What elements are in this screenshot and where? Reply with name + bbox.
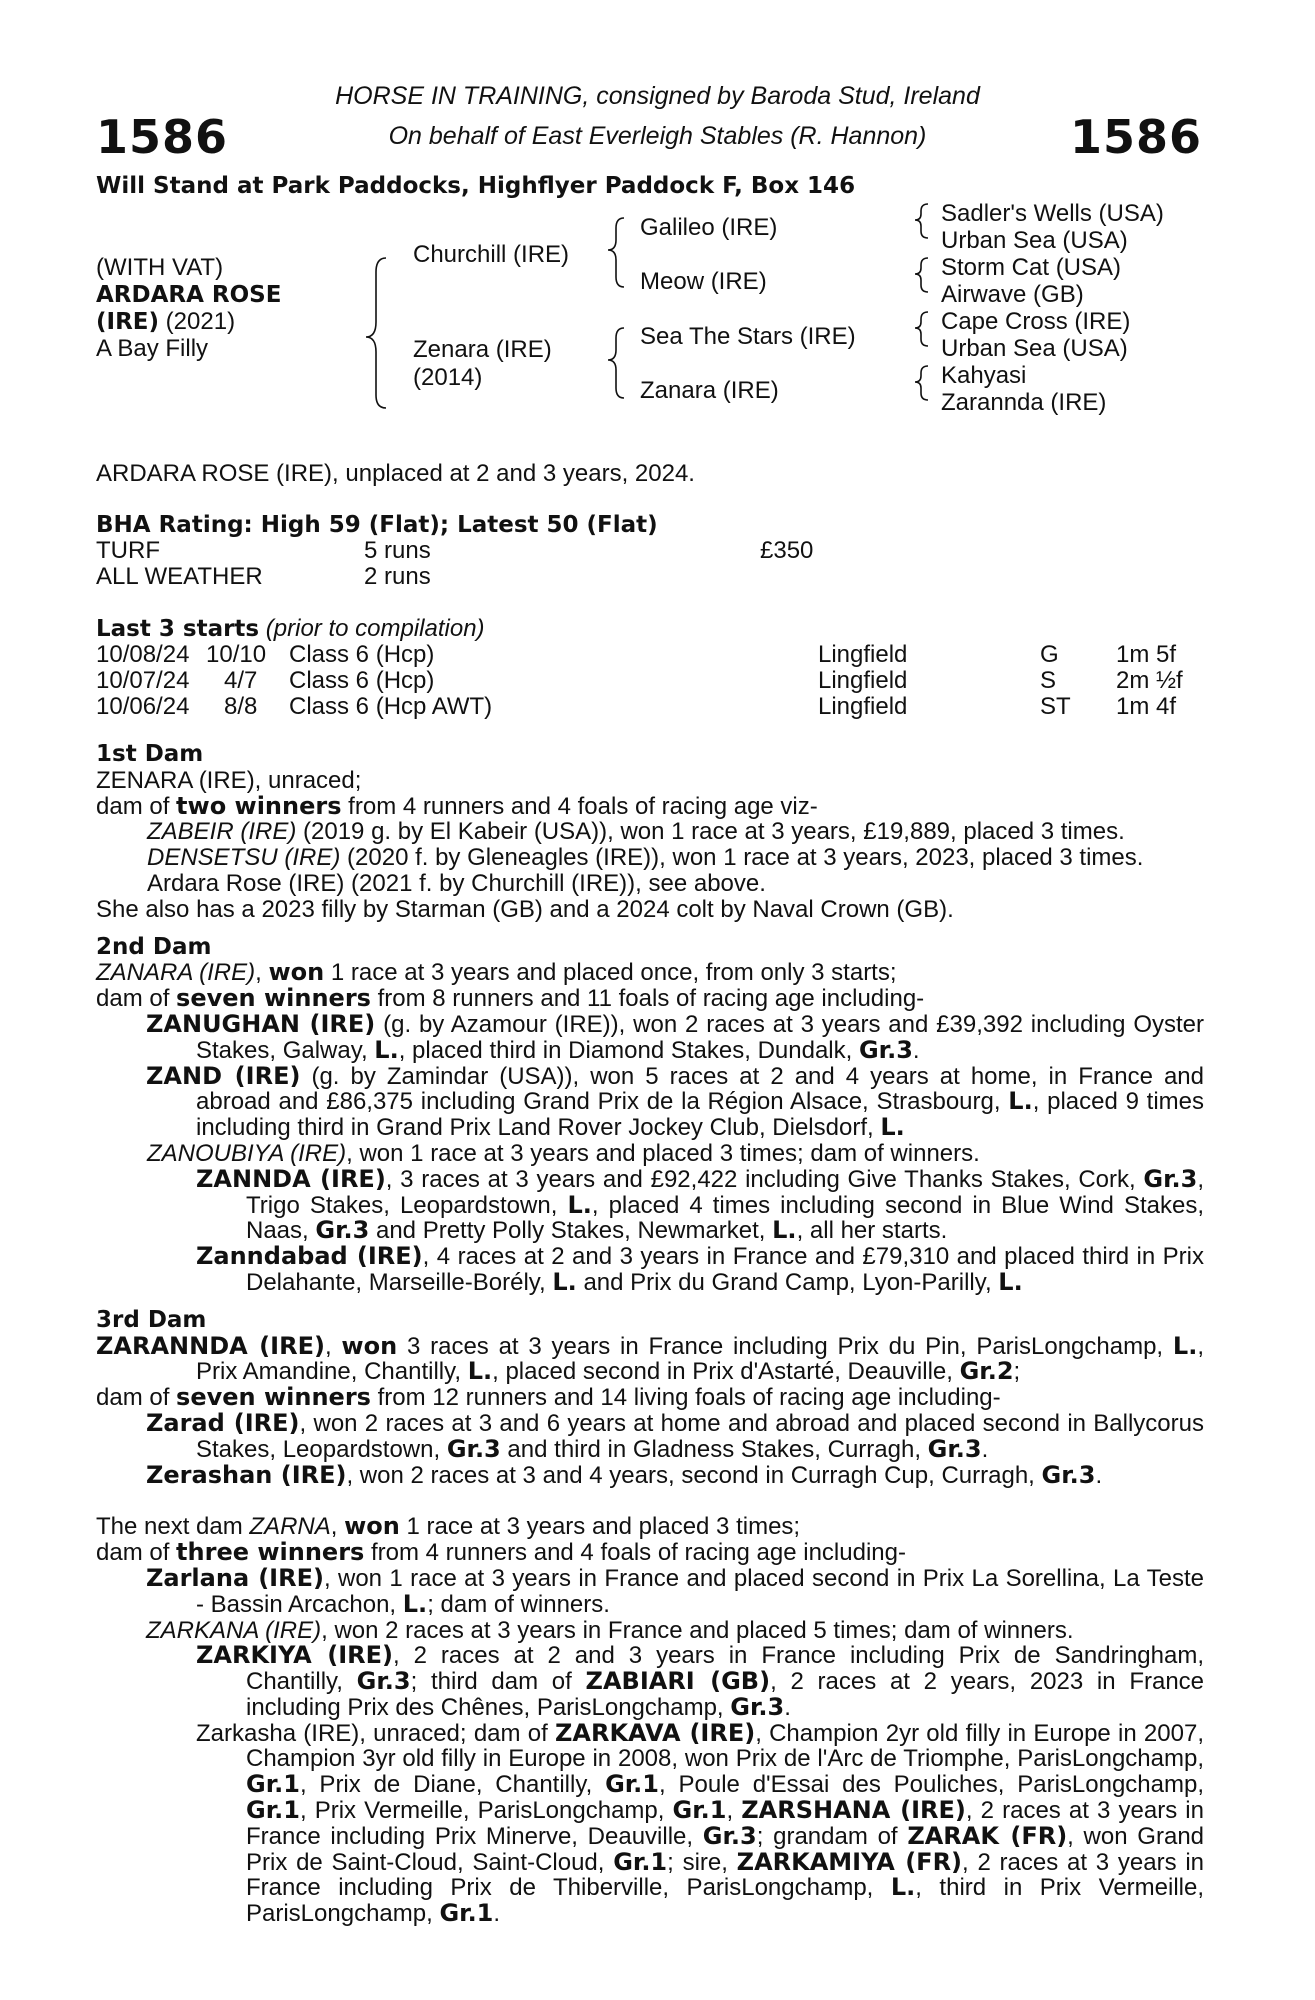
start-date: 10/07/24: [96, 667, 190, 694]
start-distance: 1m 4f: [1116, 693, 1177, 720]
start-distance: 1m 5f: [1116, 641, 1177, 668]
next-dam-produce: dam of three winners from 4 runners and 4 foals of racing age including-: [96, 1538, 906, 1567]
start-race: Class 6 (Hcp): [289, 667, 435, 694]
first-dam-also: She also has a 2023 filly by Starman (GB) and a 2024 colt by Naval Crown (GB).: [96, 895, 954, 923]
start-going: G: [1040, 641, 1059, 668]
start-going: S: [1040, 667, 1057, 694]
start-date: 10/08/24: [96, 641, 190, 668]
progeny-entry: ZARKIYA (IRE), 2 races at 2 and 3 years in France including Prix de Sandringham, Chantilly, Gr.3; third dam of ZABIARI (GB), 2 races at 2 years, 2023 in France including Prix des Chênes, ParisLongchamp, Gr.3.: [196, 1641, 1205, 1721]
pedigree-dam-dam: Zanara (IRE): [640, 377, 779, 404]
pedigree-dds: Kahyasi: [941, 362, 1027, 389]
pedigree-sds: Storm Cat (USA): [941, 254, 1122, 281]
pedigree-dam: Zenara (IRE): [413, 336, 552, 363]
first-dam-line: ZENARA (IRE), unraced;: [96, 766, 362, 794]
progeny-entry: DENSETSU (IRE) (2020 f. by Gleneagles (IRE)), won 1 race at 3 years, 2023, placed 3 times.: [147, 844, 1144, 872]
bha-prize-turf: £350: [760, 537, 814, 564]
horse-description: A Bay Filly: [96, 335, 209, 362]
third-dam-produce: dam of seven winners from 12 runners and 14 living foals of racing age including-: [96, 1383, 1001, 1412]
dam-sections: [96, 742, 1204, 1927]
progeny-entry: Zarkasha (IRE), unraced; dam of ZARKAVA (IRE), Champion 2yr old filly in Europe in 2007, Champion 3yr old filly in Europe in 2008, won Prix de l'Arc de Triomphe, ParisLongchamp, Gr.1, Prix de Diane, Chantilly, Gr.1, Poule d'Essai des Pouliches, ParisLongchamp, Gr.1, Prix Vermeille, ParisLongchamp, Gr.1, ZARSHANA (IRE), 2 races at 3 years in France including Prix Minerve, Deauville, Gr.3; grandam of ZARAK (FR), won Grand Prix de Saint-Cloud, Saint-Cloud, Gr.1; sire, ZARKAMIYA (FR), 2 races at 3 years in France including Prix de Thiberville, ParisLongchamp, L., third in Prix Vermeille, ParisLongchamp, Gr.1.: [196, 1718, 1205, 1928]
start-course: Lingfield: [818, 693, 908, 720]
start-going: ST: [1040, 693, 1071, 720]
start-race: Class 6 (Hcp AWT): [289, 693, 493, 720]
pedigree-dam-year: (2014): [413, 364, 483, 391]
progeny-entry: ZARKANA (IRE), won 2 races at 3 years in France and placed 5 times; dam of winners.: [146, 1616, 1074, 1644]
start-race: Class 6 (Hcp): [289, 641, 435, 668]
pedigree-sire-dam: Meow (IRE): [640, 268, 767, 295]
first-dam-produce: dam of two winners from 4 runners and 4 foals of racing age viz-: [96, 791, 818, 820]
consignor-line: HORSE IN TRAINING, consigned by Baroda Stud, Ireland: [335, 82, 980, 110]
vat-label: (WITH VAT): [96, 254, 224, 281]
progeny-entry: Zerashan (IRE), won 2 races at 3 and 4 years, second in Curragh Cup, Curragh, Gr.3.: [146, 1460, 1103, 1489]
bha-surface-turf: TURF: [96, 537, 160, 564]
lot-number-left: 1586: [96, 110, 229, 164]
start-position: 10/10: [206, 641, 267, 668]
bha-runs-aw: 2 runs: [364, 563, 431, 590]
start-date: 10/06/24: [96, 693, 190, 720]
first-dam-heading: 1st Dam: [96, 741, 204, 767]
third-dam-line: ZARANNDA (IRE), won 3 races at 3 years in France including Prix du Pin, ParisLongchamp, L., Prix Amandine, Chantilly, L., placed second in Prix d'Astarté, Deauville, Gr.2;: [96, 1331, 1204, 1386]
progeny-entry: Zarad (IRE), won 2 races at 3 and 6 years at home and abroad and placed second in Ballycorus Stakes, Leopardstown, Gr.3 and third in Gladness Stakes, Curragh, Gr.3.: [146, 1408, 1204, 1463]
progeny-entry: Ardara Rose (IRE) (2021 f. by Churchill (IRE)), see above.: [147, 869, 766, 897]
horse-origin-year: (IRE) (2021): [96, 308, 236, 335]
pedigree-sire-sire: Galileo (IRE): [640, 214, 778, 241]
second-dam-line: ZANARA (IRE), won 1 race at 3 years and placed once, from only 3 starts;: [96, 958, 897, 987]
start-distance: 2m ½f: [1116, 667, 1183, 694]
lot-number-right: 1586: [1069, 110, 1202, 164]
next-dam-line: The next dam ZARNA, won 1 race at 3 years and placed 3 times;: [96, 1512, 801, 1541]
progeny-entry: ZANNDA (IRE), 3 races at 3 years and £92,422 including Give Thanks Stakes, Cork, Gr.3, Trigo Stakes, Leopardstown, L., placed 4 times including second in Blue Wind Stakes, Naas, Gr.3 and Pretty Polly Stakes, Newmarket, L., all her starts.: [196, 1164, 1204, 1245]
location-line: Will Stand at Park Paddocks, Highflyer Paddock F, Box 146: [96, 173, 856, 199]
horse-name: ARDARA ROSE: [96, 282, 282, 308]
race-summary: ARDARA ROSE (IRE), unplaced at 2 and 3 years, 2024.: [96, 460, 695, 487]
progeny-entry: Zanndabad (IRE), 4 races at 2 and 3 years in France and £79,310 and placed third in Prix Delahante, Marseille-Borély, L. and Prix du Grand Camp, Lyon-Parilly, L.: [196, 1242, 1205, 1296]
second-dam-heading: 2nd Dam: [96, 933, 212, 960]
bha-runs-turf: 5 runs: [364, 537, 431, 564]
pedigree-ssd: Urban Sea (USA): [941, 227, 1128, 254]
start-course: Lingfield: [818, 667, 908, 694]
pedigree-dsd: Urban Sea (USA): [941, 335, 1128, 362]
pedigree-dam-sire: Sea The Stars (IRE): [640, 323, 856, 350]
start-course: Lingfield: [818, 641, 908, 668]
behalf-line: On behalf of East Everleigh Stables (R. Hannon): [388, 122, 927, 150]
pedigree-sdd: Airwave (GB): [941, 281, 1084, 308]
second-dam-produce: dam of seven winners from 8 runners and 11 foals of racing age including-: [96, 984, 925, 1013]
start-position: 4/7: [224, 667, 258, 694]
start-position: 8/8: [224, 693, 258, 720]
progeny-entry: ZAND (IRE) (g. by Zamindar (USA)), won 5 races at 2 and 4 years at home, in France and abroad and £86,375 including Grand Prix de la Région Alsace, Strasbourg, L., placed 9 times including third in Grand Prix Land Rover Jockey Club, Dielsdorf, L.: [146, 1061, 1204, 1142]
progeny-entry: ZANOUBIYA (IRE), won 1 race at 3 years and placed 3 times; dam of winners.: [147, 1139, 980, 1167]
last-starts-heading: Last 3 starts (prior to compilation): [96, 615, 485, 642]
progeny-entry: ZABEIR (IRE) (2019 g. by El Kabeir (USA)), won 1 race at 3 years, £19,889, placed 3 times.: [147, 818, 1125, 846]
third-dam-heading: 3rd Dam: [96, 1306, 207, 1333]
bha-rating: BHA Rating: High 59 (Flat); Latest 50 (Flat): [96, 512, 658, 538]
pedigree-sire: Churchill (IRE): [413, 241, 570, 268]
pedigree-dss: Cape Cross (IRE): [941, 308, 1131, 335]
progeny-entry: Zarlana (IRE), won 1 race at 3 years in France and placed second in Prix La Sorellina, La Teste - Bassin Arcachon, L.; dam of winners.: [146, 1563, 1205, 1618]
pedigree-ddd: Zarannda (IRE): [941, 389, 1107, 416]
progeny-entry: ZANUGHAN (IRE) (g. by Azamour (IRE)), won 2 races at 3 years and £39,392 including Oyster Stakes, Galway, L., placed third in Diamond Stakes, Dundalk, Gr.3.: [146, 1009, 1205, 1064]
bha-surface-aw: ALL WEATHER: [96, 563, 263, 590]
pedigree-sss: Sadler's Wells (USA): [941, 200, 1164, 227]
